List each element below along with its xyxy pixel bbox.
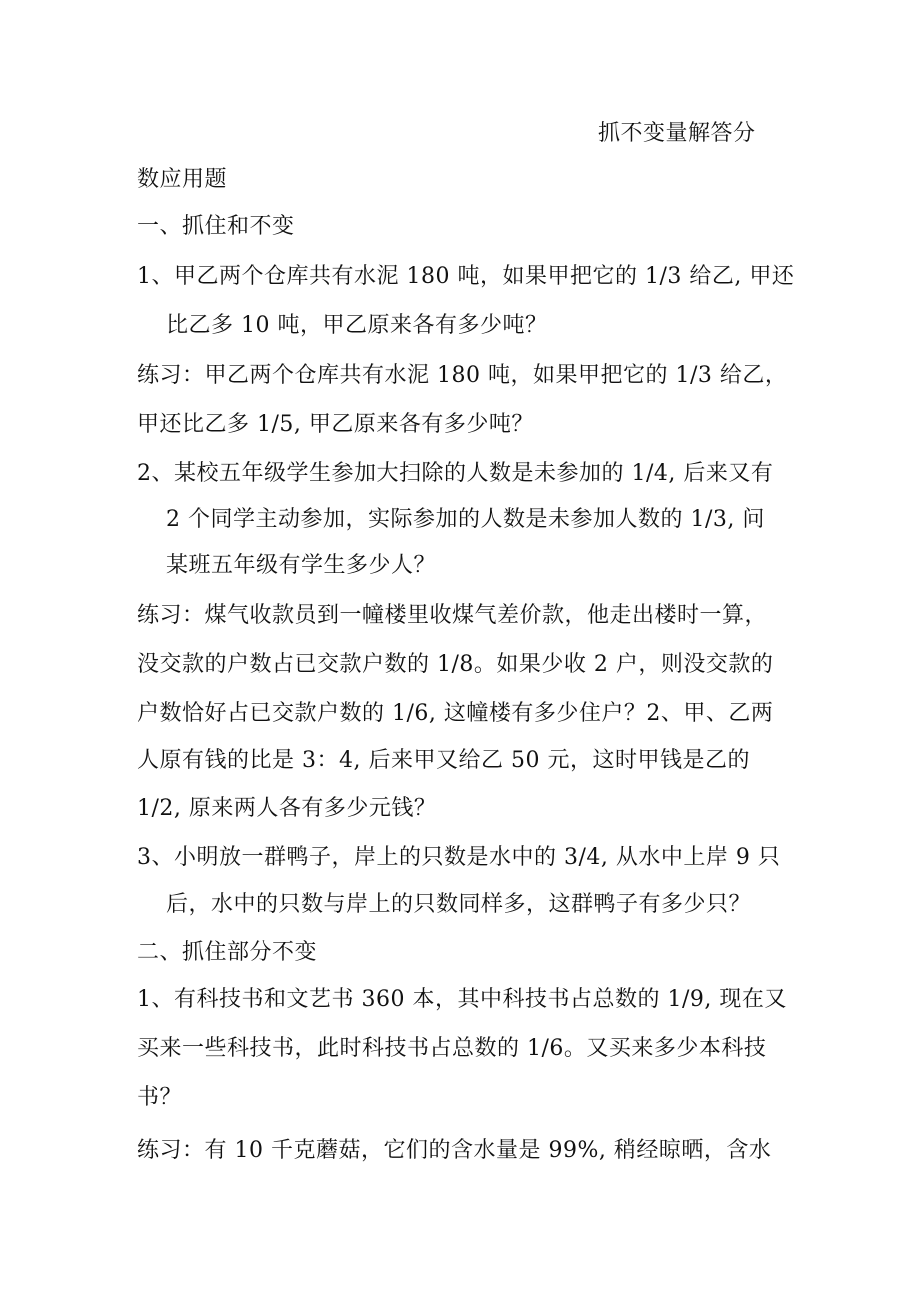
s1-q2-line2: 2 个同学主动参加，实际参加的人数是未参加人数的 1/3, 问 (166, 507, 765, 532)
s1-q2-line1: 2、某校五年级学生参加大扫除的人数是未参加的 1/4, 后来又有 (137, 461, 774, 486)
s1-p1-line1: 练习：甲乙两个仓库共有水泥 180 吨，如果甲把它的 1/3 给乙， (137, 363, 788, 388)
s1-p2-line5: 1/2, 原来两人各有多少元钱？ (137, 796, 437, 821)
s2-q1-line2: 买来一些科技书，此时科技书占总数的 1/6。又买来多少本科技 (137, 1036, 767, 1061)
s1-p2-line1: 练习：煤气收款员到一幢楼里收煤气差价款，他走出楼时一算， (137, 603, 768, 628)
s1-q1-line2: 比乙多 10 吨，甲乙原来各有多少吨？ (166, 313, 548, 338)
s1-p2-line4: 人原有钱的比是 3：4, 后来甲又给乙 50 元，这时甲钱是乙的 (137, 748, 750, 773)
section1-heading: 一、抓住和不变 (137, 214, 295, 239)
s1-p1-line2: 甲还比乙多 1/5, 甲乙原来各有多少吨？ (137, 412, 534, 437)
s1-q3-line2: 后，水中的只数与岸上的只数同样多，这群鸭子有多少只？ (166, 892, 752, 917)
title-part2: 数应用题 (137, 167, 228, 192)
s1-p2-line2: 没交款的户数占已交款户数的 1/8。如果少收 2 户，则没交款的 (137, 652, 774, 677)
s1-q1-line1: 1、甲乙两个仓库共有水泥 180 吨，如果甲把它的 1/3 给乙, 甲还 (137, 264, 795, 289)
s1-q3-line1: 3、小明放一群鸭子，岸上的只数是水中的 3/4, 从水中上岸 9 只 (137, 845, 781, 870)
s2-q1-line1: 1、有科技书和文艺书 360 本，其中科技书占总数的 1/9, 现在又 (137, 987, 787, 1012)
s1-p2-line3: 户数恰好占已交款户数的 1/6, 这幢楼有多少住户？2、甲、乙两 (137, 701, 774, 726)
s2-q1-line3: 书？ (137, 1085, 183, 1110)
s2-p1-line1: 练习：有 10 千克蘑菇，它们的含水量是 99%, 稍经晾晒，含水 (137, 1138, 772, 1163)
section2-heading: 二、抓住部分不变 (137, 940, 318, 965)
s1-q2-line3: 某班五年级有学生多少人？ (166, 553, 437, 578)
title-part1: 抓不变量解答分 (598, 121, 756, 146)
